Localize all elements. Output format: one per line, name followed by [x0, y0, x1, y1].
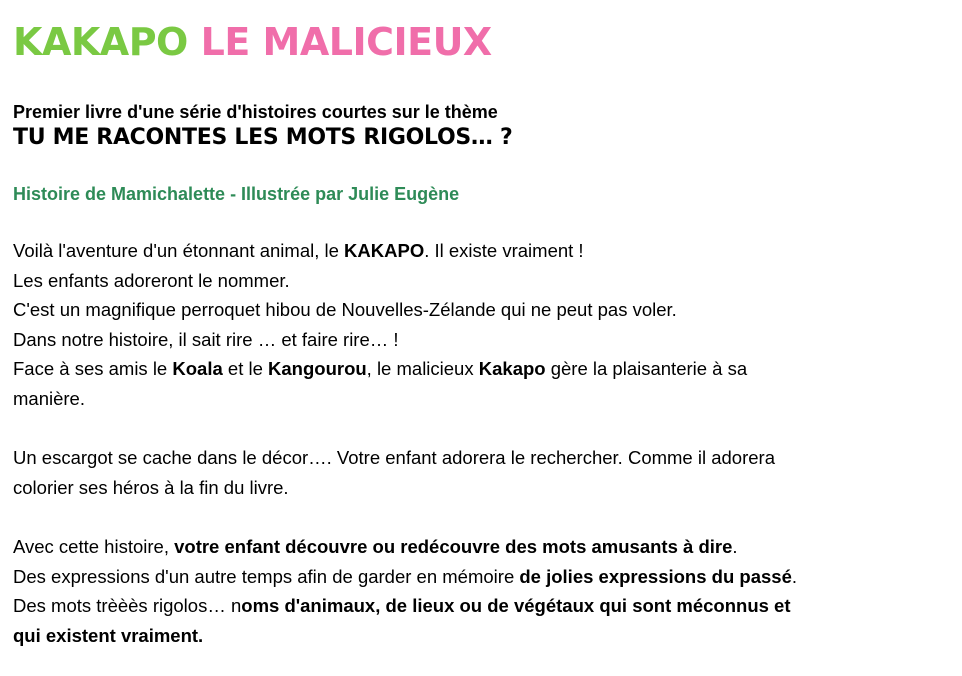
text-line: Voilà l'aventure d'un étonnant animal, le KAKAPO. Il existe vraiment ! — [13, 240, 584, 261]
emphasis-discover: votre enfant découvre ou redécouvre des mots amusants à dire — [174, 536, 733, 557]
paragraph-words — [13, 532, 948, 650]
page-title — [13, 18, 948, 66]
title-le-malicieux: LE MALICIEUX — [200, 20, 492, 64]
text-line: Les enfants adoreront le nommer. — [13, 269, 290, 291]
text-line — [13, 621, 948, 651]
emphasis-kangourou: Kangourou — [268, 358, 367, 379]
emphasis-exist: qui existent vraiment. — [13, 624, 204, 646]
text-line: Dans notre histoire, il sait rire … et faire rire… ! — [13, 328, 399, 350]
text-line: Face à ses amis le Koala et le Kangourou, le malicieux Kakapo gère la plaisanterie à sa — [13, 358, 748, 379]
emphasis-kakapo: KAKAPO — [344, 240, 425, 261]
document-page — [13, 18, 948, 650]
emphasis-names: oms d'animaux, de lieux ou de végétaux qui sont méconnus et — [241, 595, 791, 616]
emphasis-expressions: de jolies expressions du passé — [519, 565, 792, 587]
author-credit: Histoire de Mamichalette - Illustrée par Julie Eugène — [13, 184, 460, 204]
paragraph-snail — [13, 443, 948, 502]
paragraph-intro — [13, 236, 948, 413]
title-kakapo: KAKAPO — [13, 20, 188, 64]
text-line: C'est un magnifique perroquet hibou de Nouvelles-Zélande qui ne peut pas voler. — [13, 299, 677, 320]
text-line: colorier ses héros à la fin du livre. — [13, 476, 289, 498]
series-intro: Premier livre d'une série d'histoires courtes sur le thème — [13, 102, 498, 122]
text-line: Des expressions d'un autre temps afin de garder en mémoire de jolies expressions du passé. — [13, 565, 797, 587]
emphasis-kakapo-name: Kakapo — [478, 358, 546, 379]
emphasis-koala: Koala — [172, 358, 223, 379]
text-line: Des mots trèèès rigolos… noms d'animaux, de lieux ou de végétaux qui sont méconnus et — [13, 595, 791, 616]
text-line: Avec cette histoire, votre enfant découvre ou redécouvre des mots amusants à dire. — [13, 536, 738, 557]
text-line: manière. — [13, 387, 85, 409]
series-theme: TU ME RACONTES LES MOTS RIGOLOS… ? — [13, 125, 513, 150]
text-line: Un escargot se cache dans le décor…. Votre enfant adorera le rechercher. Comme il adorera — [13, 447, 775, 468]
